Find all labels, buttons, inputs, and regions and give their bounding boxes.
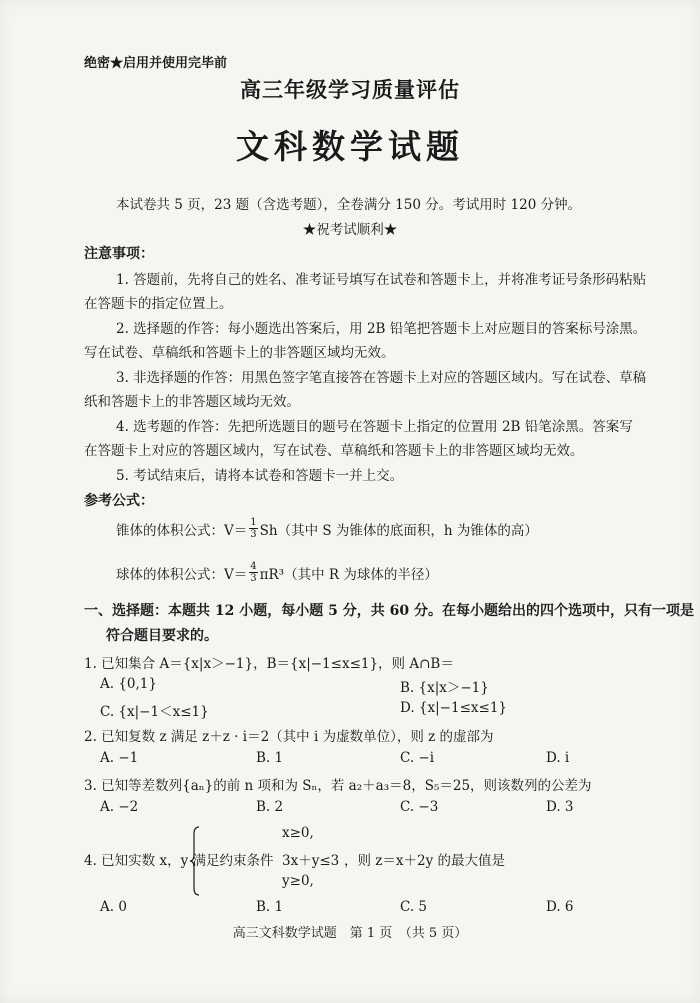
denominator: 3 xyxy=(250,573,257,584)
note-line: 5. 考试结束后，请将本试卷和答题卡一并上交。 xyxy=(116,468,404,484)
confidential-label: 绝密★启用并使用完毕前 xyxy=(84,56,228,71)
question-2-stem: 2. 已知复数 z 满足 z＋z · i＝2（其中 i 为虚数单位），则 z 的虚部为 xyxy=(84,729,494,745)
option-b: B. 1 xyxy=(256,750,284,766)
formula-suffix: πR³（其中 R 为球体的半径） xyxy=(259,566,438,583)
option-b: B. 1 xyxy=(256,899,284,915)
note-line: 2. 选择题的作答：每小题选出答案后，用 2B 铅笔把答题卡上对应题目的答案标号涂黑。 xyxy=(116,321,647,337)
option-a: A. −1 xyxy=(100,750,139,766)
page-footer: 高三文科数学试题 第 1 页 （共 5 页） xyxy=(232,926,468,941)
option-c: C. −i xyxy=(400,750,435,766)
exam-intro: 本试卷共 5 页，23 题（含选考题），全卷满分 150 分。考试用时 120 分钟。 xyxy=(116,197,582,213)
note-line: 3. 非选择题的作答：用黑色签字笔直接答在答题卡上对应的答题区域内。写在试卷、草稿 xyxy=(116,370,647,386)
note-line: 4. 选考题的作答：先把所选题目的题号在答题卡上指定的位置用 2B 铅笔涂黑。答案写 xyxy=(116,419,633,435)
option-a: A. −2 xyxy=(100,799,139,815)
option-c: C. −3 xyxy=(400,799,439,815)
exam-title: 高三年级学习质量评估 xyxy=(240,77,460,102)
formulas-heading: 参考公式： xyxy=(84,493,154,509)
question-1-stem: 1. 已知集合 A＝{x|x＞−1}，B＝{x|−1≤x≤1}，则 A∩B＝ xyxy=(84,656,454,672)
option-b: B. {x|x＞−1} xyxy=(400,680,489,696)
note-line: 在答题卡的指定位置上。 xyxy=(84,296,233,312)
constraint-3: y≥0, xyxy=(282,873,314,889)
question-4-stem-suffix: ，则 z＝x＋2y 的最大值是 xyxy=(344,853,506,869)
option-d: D. i xyxy=(546,750,570,766)
question-3-stem: 3. 已知等差数列{aₙ}的前 n 项和为 Sₙ，若 a₂＋a₃＝8，S₅＝25，则该数列的公差为 xyxy=(84,778,592,794)
section-heading: 一、选择题：本题共 12 小题，每小题 5 分，共 60 分。在每小题给出的四个选项中，只有一项是 xyxy=(84,603,694,619)
option-a: A. {0,1} xyxy=(100,676,157,692)
option-b: B. 2 xyxy=(256,799,284,815)
option-c: C. {x|−1＜x≤1} xyxy=(100,704,209,720)
cone-volume-formula xyxy=(116,517,538,540)
formula-prefix: 球体的体积公式：V＝ xyxy=(116,566,248,583)
option-c: C. 5 xyxy=(400,899,428,915)
option-d: D. 3 xyxy=(546,799,574,815)
option-d: D. 6 xyxy=(546,899,574,915)
brace-icon xyxy=(190,826,200,896)
exam-subject-title: 文科数学试题 xyxy=(236,127,464,166)
constraint-2: 3x＋y≤3 xyxy=(282,853,340,869)
sphere-volume-formula xyxy=(116,561,438,584)
section-heading-cont: 符合题目要求的。 xyxy=(106,628,218,644)
notes-heading: 注意事项： xyxy=(84,246,154,262)
formula-suffix: Sh（其中 S 为锥体的底面积，h 为锥体的高） xyxy=(259,522,538,539)
option-d: D. {x|−1≤x≤1} xyxy=(400,700,507,716)
numerator: 4 xyxy=(250,561,257,572)
good-luck-line: ★祝考试顺利★ xyxy=(302,222,398,238)
fraction xyxy=(249,517,257,540)
note-line: 在答题卡上对应的答题区域内，写在试卷、草稿纸和答题卡上的非答题区域均无效。 xyxy=(84,443,584,459)
note-line: 1. 答题前，先将自己的姓名、准考证号填写在试卷和答题卡上，并将准考证号条形码粘贴 xyxy=(116,272,647,288)
note-line: 纸和答题卡上的非答题区域均无效。 xyxy=(84,394,300,410)
constraint-1: x≥0, xyxy=(282,825,314,841)
option-a: A. 0 xyxy=(100,899,127,915)
denominator: 3 xyxy=(250,529,257,540)
question-4-stem-prefix: 4. 已知实数 x，y 满足约束条件 xyxy=(84,853,274,869)
formula-prefix: 锥体的体积公式：V＝ xyxy=(116,522,248,539)
fraction xyxy=(249,561,257,584)
numerator: 1 xyxy=(250,517,257,528)
note-line: 写在试卷、草稿纸和答题卡上的非答题区域均无效。 xyxy=(84,345,395,361)
